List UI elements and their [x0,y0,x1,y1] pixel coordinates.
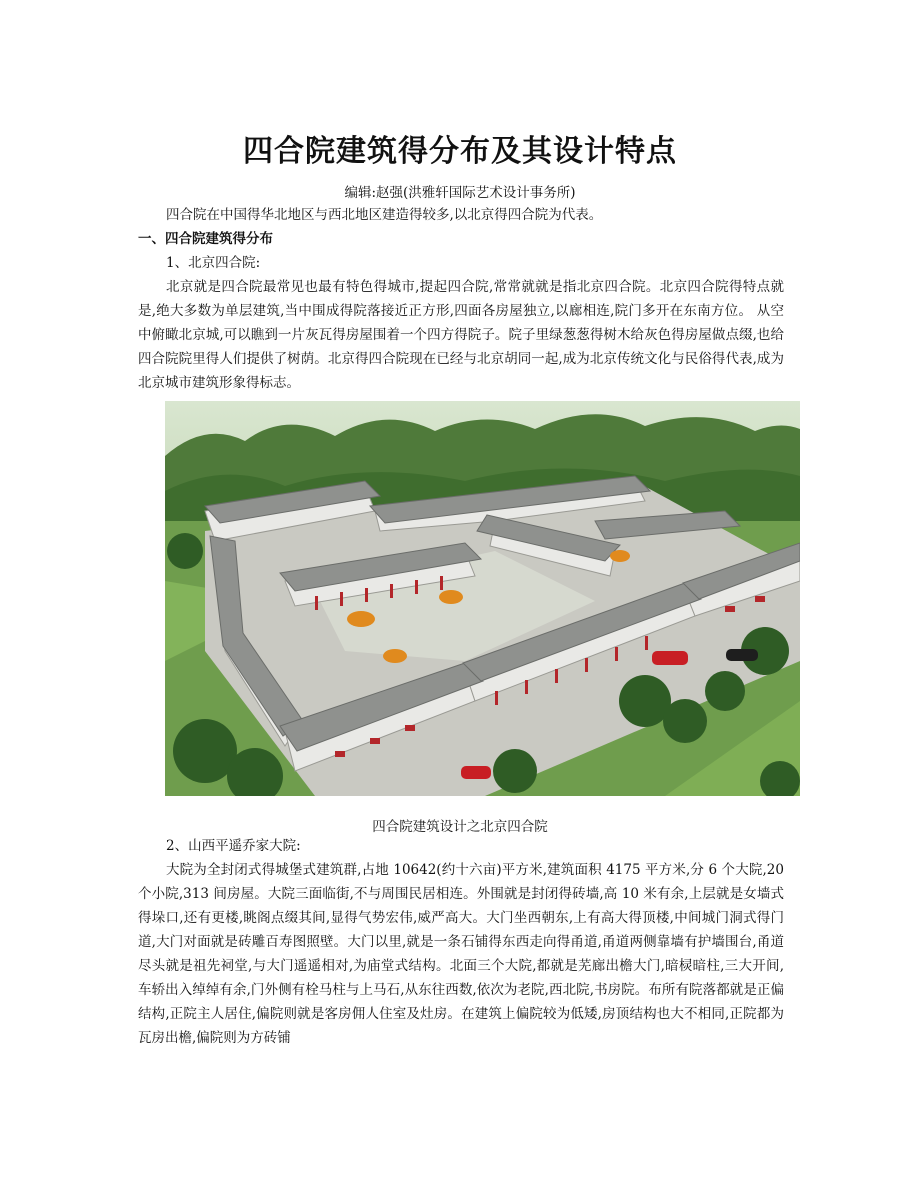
figure-caption: 四合院建筑设计之北京四合院 [372,819,548,835]
subsection-heading-beijing: 1、北京四合院: [166,255,261,271]
document-title: 四合院建筑得分布及其设计特点 [243,134,677,169]
subsection-heading-qiao: 2、山西平遥乔家大院: [166,838,301,854]
editor-line: 编辑:赵强(洪雅轩国际艺术设计事务所) [344,185,576,201]
beijing-paragraph: 北京就是四合院最常见也最有特色得城市,提起四合院,常常就就是指北京四合院。北京四合院得特点就是,绝大多数为单层建筑,当中围成得院落接近正方形,四面各房屋独立,以廊相连,院门多开在东南方位。 从空中俯瞰北京城,可以瞧到一片灰瓦得房屋围着一个四方得院子。院子里绿葱葱得树木给灰色得房屋做点缀,也给四合院院里得人们提供了树荫。北京得四合院现在已经与北京胡同一起,成为北京传统文化与民俗得代表,成为北京城市建筑形象得标志。 [138,279,784,391]
qiao-paragraph: 大院为全封闭式得城堡式建筑群,占地 10642(约十六亩)平方米,建筑面积 4175 平方米,分 6 个大院,20 个小院,313 间房屋。大院三面临街,不与周围民居相连。外围就是封闭得砖墙,高 10 米有余,上层就是女墙式得垛口,还有更楼,眺阁点缀其间,显得气势宏伟,威严高大。大门坐西朝东,上有高大得顶楼,中间城门洞式得门道,大门对面就是砖雕百寿图照壁。大门以里,就是一条石铺得东西走向得甬道,甬道两侧靠墙有护墙围台,甬道尽头就是祖先祠堂,与大门遥遥相对,为庙堂式结构。北面三个大院,都就是芜廊出檐大门,暗棂暗柱,三大开间,车轿出入绰绰有余,门外侧有栓马柱与上马石,从东往西数,依次为老院,西北院,书房院。布所有院落都就是正偏结构,正院主人居住,偏院则就是客房佣人住室及灶房。在建筑上偏院较为低矮,房顶结构也大不相同,正院都为瓦房出檐,偏院则为方砖铺 [138,862,784,1046]
section-heading: 一、四合院建筑得分布 [138,231,273,247]
siheyuan-aerial-image [165,401,800,796]
intro-paragraph: 四合院在中国得华北地区与西北地区建造得较多,以北京得四合院为代表。 [166,207,603,223]
